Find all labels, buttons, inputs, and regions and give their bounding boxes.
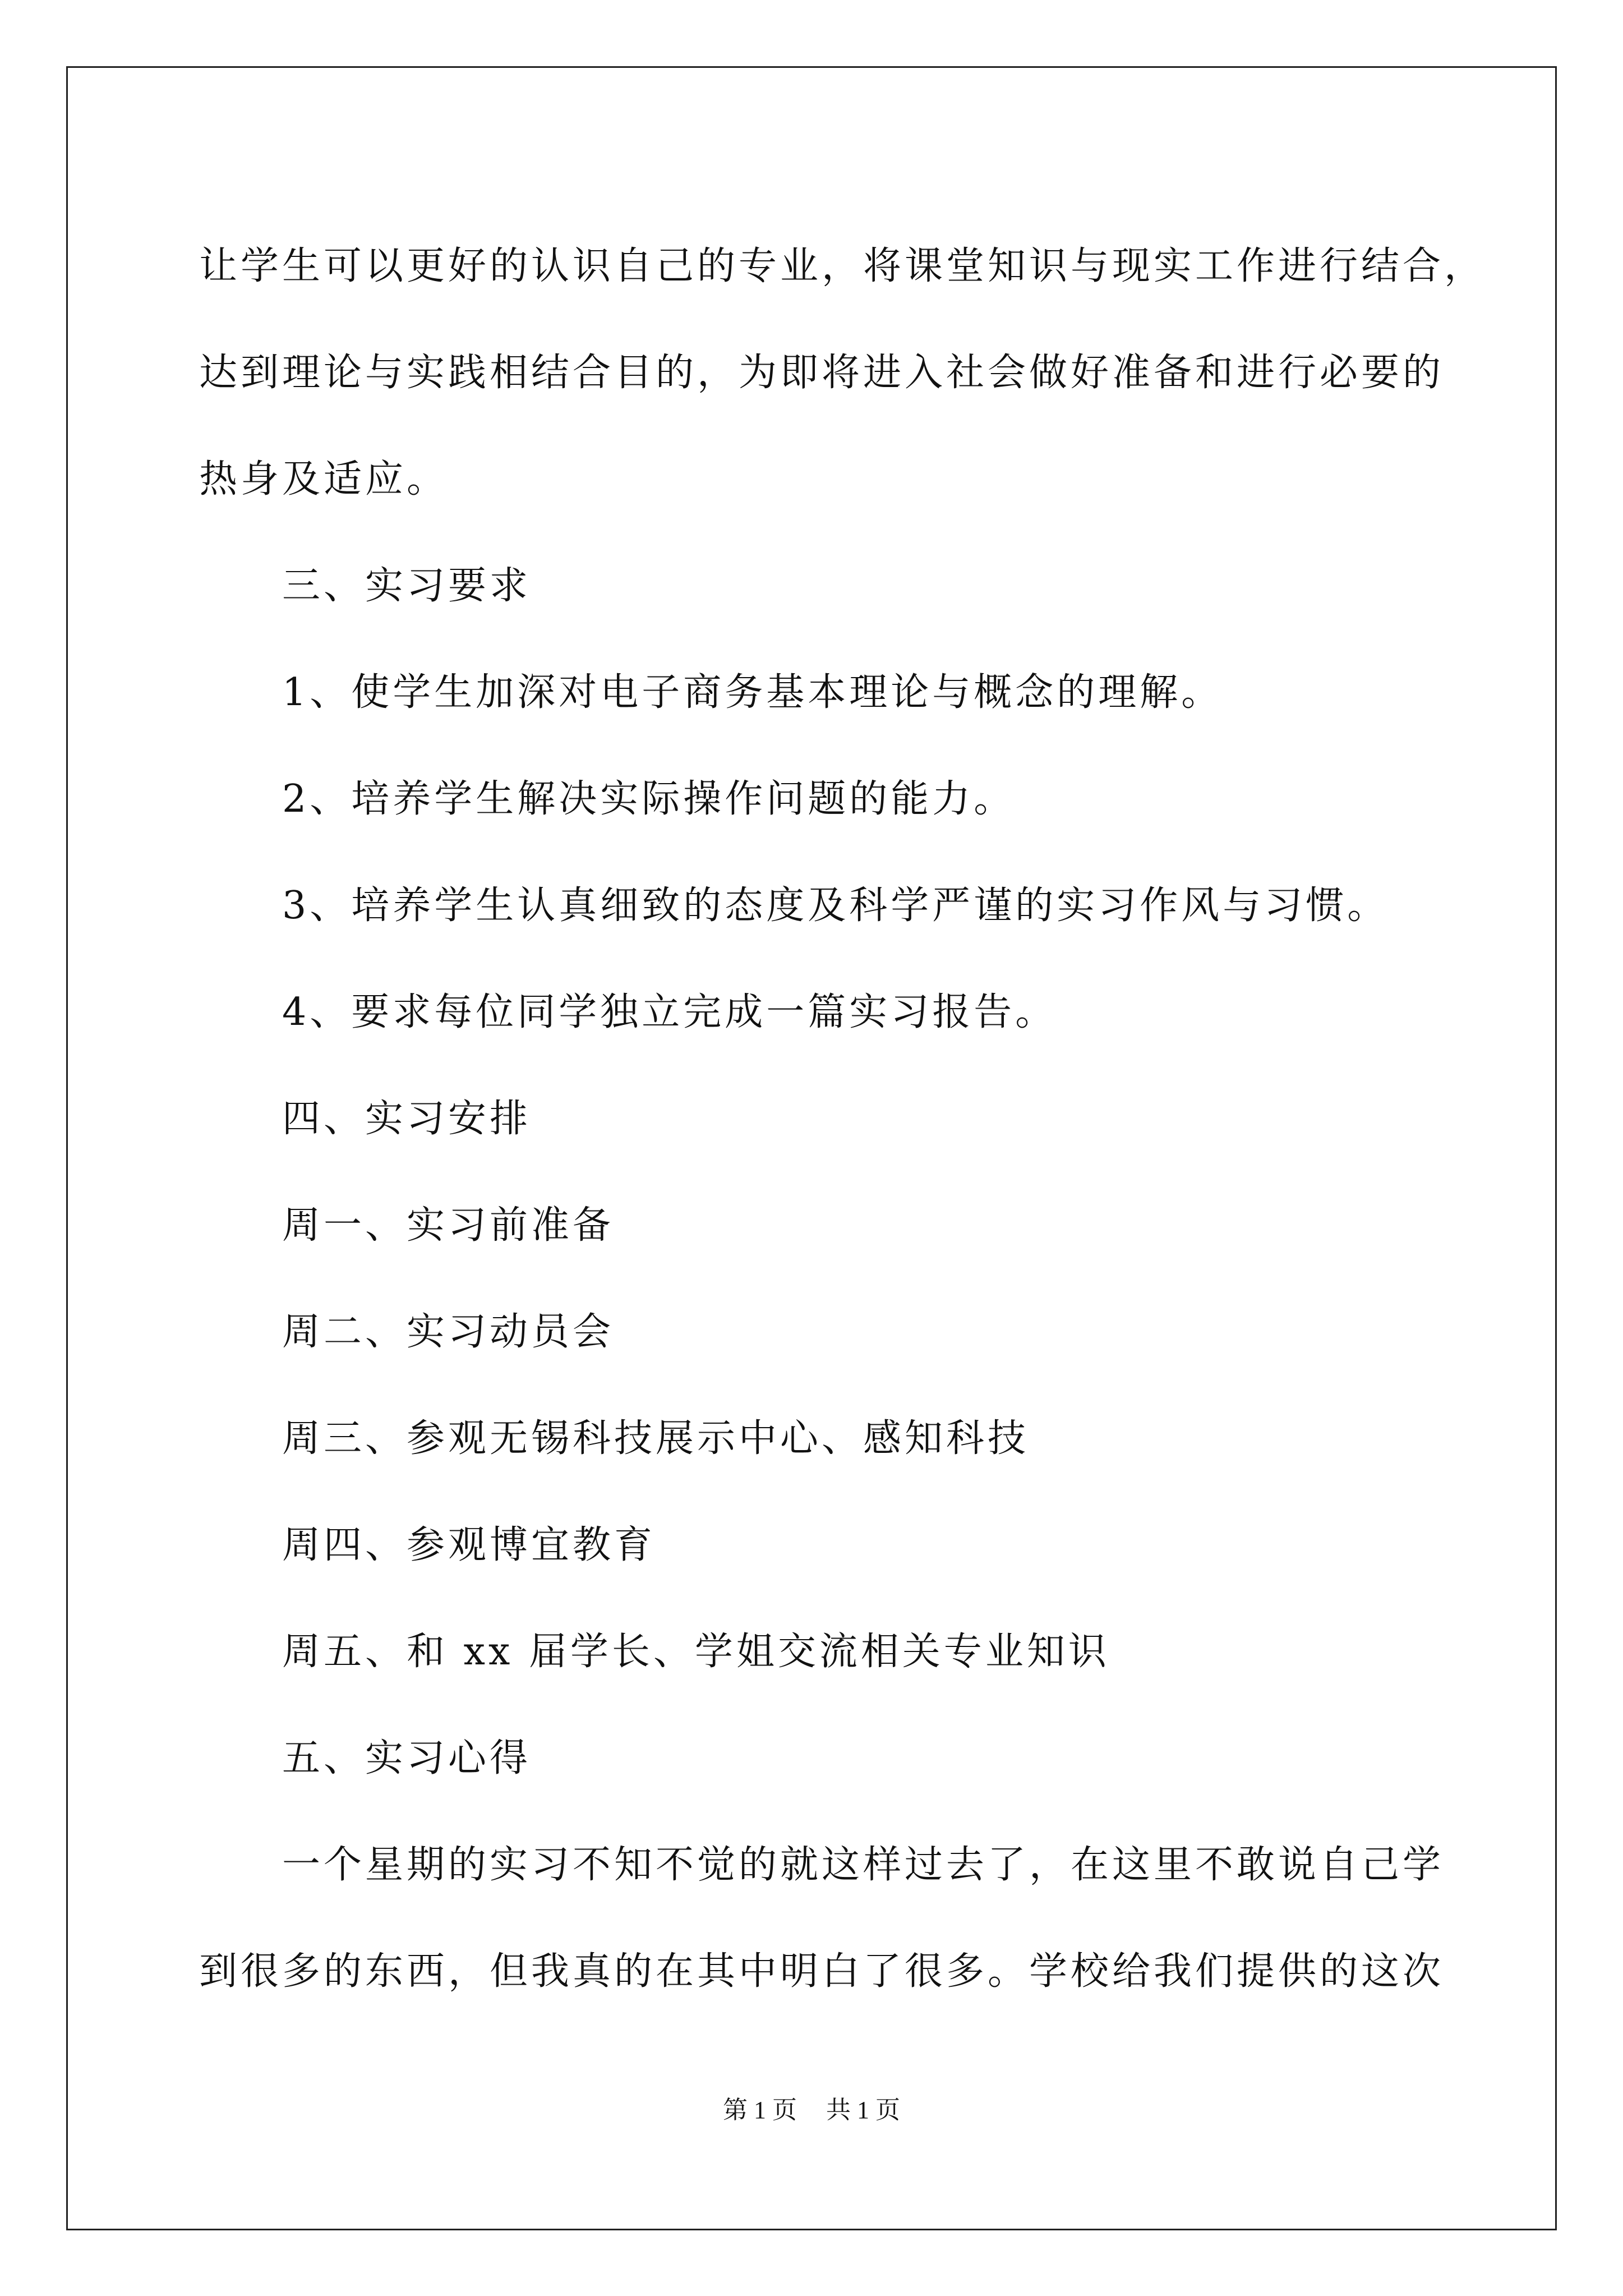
schedule-item-wednesday: 周三、参观无锡科技展示中心、感知科技	[282, 1416, 1030, 1461]
page-footer	[0, 2090, 1623, 2125]
reflection-line-2: 到很多的东西，但我真的在其中明白了很多。学校给我们提供的这次	[199, 1949, 1445, 1994]
document-body	[199, 213, 1486, 2025]
body-line-3: 热身及适应。	[199, 457, 449, 501]
body-line-1: 让学生可以更好的认识自己的专业，将课堂知识与现实工作进行结合，	[199, 244, 1486, 288]
page-number: 第 1 页	[723, 2096, 797, 2124]
schedule-item-tuesday: 周二、实习动员会	[282, 1310, 615, 1354]
section-heading-requirements: 三、实习要求	[282, 564, 532, 608]
section-heading-schedule: 四、实习安排	[282, 1097, 532, 1141]
requirement-item-2: 2、培养学生解决实际操作问题的能力。	[282, 777, 1016, 821]
body-line-2: 达到理论与实践相结合目的，为即将进入社会做好准备和进行必要的	[199, 351, 1445, 395]
requirement-item-3: 3、培养学生认真细致的态度及科学严谨的实习作风与习惯。	[282, 884, 1389, 928]
requirement-item-1: 1、使学生加深对电子商务基本理论与概念的理解。	[282, 670, 1223, 715]
page-total: 共 1 页	[826, 2096, 900, 2124]
requirement-item-4: 4、要求每位同学独立完成一篇实习报告。	[282, 990, 1057, 1034]
section-heading-reflections: 五、实习心得	[282, 1736, 532, 1780]
reflection-line-1: 一个星期的实习不知不觉的就这样过去了，在这里不敢说自己学	[282, 1843, 1445, 1887]
schedule-item-thursday: 周四、参观博宜教育	[282, 1523, 656, 1567]
schedule-item-monday: 周一、实习前准备	[282, 1203, 615, 1248]
schedule-item-friday: 周五、和 xx 届学长、学姐交流相关专业知识	[282, 1630, 1110, 1674]
